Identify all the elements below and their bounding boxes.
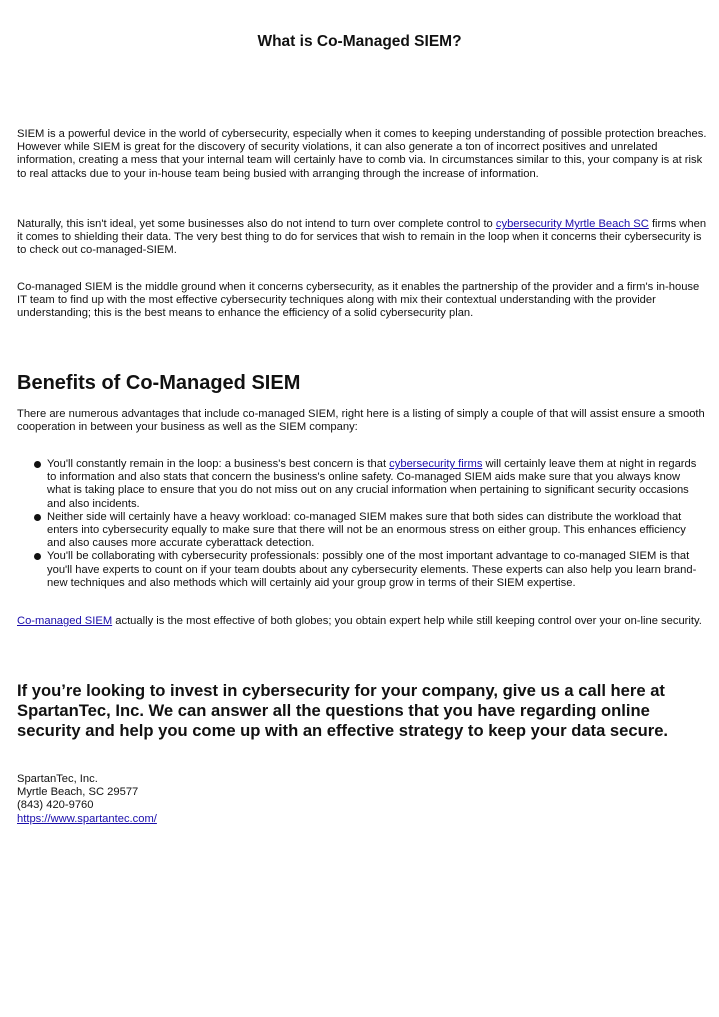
bullet-1-text-after: will certainly leave them at night in regards to information and also stats that concern the business's online safety. Co-managed SIEM aids make sure that you always know what is taking place to ensure that you do not miss out on any crucial information when pertaining to significant security occasions and also incidents. (47, 458, 697, 510)
contact-block (17, 773, 417, 826)
list-item (34, 511, 706, 551)
call-to-action-heading: If you’re looking to invest in cybersecurity for your company, give us a call here at SpartanTec, Inc. We can answer all the questions that you have regarding online security and help you come up with an effective strategy to keep your data secure. (17, 681, 669, 740)
benefits-heading: Benefits of Co-Managed SIEM (17, 372, 301, 394)
page-title: What is Co-Managed SIEM? (257, 33, 462, 50)
cybersecurity-myrtle-beach-link[interactable]: cybersecurity Myrtle Beach SC (495, 218, 649, 230)
co-managed-siem-link[interactable]: Co-managed SIEM (17, 615, 113, 627)
list-item (34, 458, 706, 511)
company-phone: (843) 420-9760 (17, 799, 94, 812)
bullet-dot-icon (34, 461, 41, 468)
intro-paragraph-2-text-before: Naturally, this isn't ideal, yet some businesses also do not intend to turn over complete control to (17, 218, 496, 230)
bullet-3-text: You'll be collaborating with cybersecurity professionals: possibly one of the most important advantage to co-managed SIEM is that you'll have experts to count on if your team doubts about any cybersecurity elements. These experts can also help you learn brand-new techniques and also methods which will certainly aid your group grow in terms of their SIEM expertise. (47, 550, 697, 589)
benefits-closing-paragraph (17, 615, 707, 628)
intro-paragraph-2 (17, 218, 707, 258)
intro-paragraph-2-text-after: firms when it comes to shielding their data. The very best thing to do for services that wish to remain in the loop when it concerns their cybersecurity is to check out co-managed-SIEM. (17, 218, 707, 257)
company-name: SpartanTec, Inc. (17, 773, 98, 785)
bullet-dot-icon (34, 514, 41, 521)
benefits-lead-paragraph: There are numerous advantages that include co-managed SIEM, right here is a listing of simply a couple of that will assist ensure a smooth cooperation in between your business as well as the SIEM company: (17, 408, 705, 434)
intro-paragraph-3: Co-managed SIEM is the middle ground when it concerns cybersecurity, as it enables the partnership of the provider and a firm's in-house IT team to find up with the most effective cybersecurity techniques along with mix their contextual understanding with the provider understanding; this is the best means to enhance the efficiency of a solid cybersecurity plan. (17, 281, 700, 320)
list-item (34, 550, 706, 590)
cybersecurity-firms-link[interactable]: cybersecurity firms (389, 458, 483, 470)
bullet-dot-icon (34, 553, 41, 560)
bullet-2-text: Neither side will certainly have a heavy workload: co-managed SIEM makes sure that both sides can distribute the workload that enters into cybersecurity equally to make sure that there will not be an enormous stress on either group. This enhances efficiency and also causes more accurate cyberattack detection. (47, 510, 686, 550)
company-address: Myrtle Beach, SC 29577 (17, 786, 139, 799)
benefits-list (34, 458, 706, 590)
benefits-closing-text: actually is the most effective of both globes; you obtain expert help while still keeping control over your on-line security. (112, 615, 702, 627)
intro-paragraph-1: SIEM is a powerful device in the world of cybersecurity, especially when it comes to keeping understanding of possible protection breaches. However while SIEM is great for the discovery of security violations, it can also generate a ton of incorrect positives and unrelated information, creating a mess that your internal team will certainly have to comb via. In circumstances similar to this, your company is at risk to real attacks due to your in-house team being busied with arranging through the increase of information. (17, 128, 707, 180)
bullet-1-text-before: You'll constantly remain in the loop: a business's best concern is that (47, 458, 390, 470)
website-link[interactable]: https://www.spartantec.com/ (17, 812, 157, 825)
